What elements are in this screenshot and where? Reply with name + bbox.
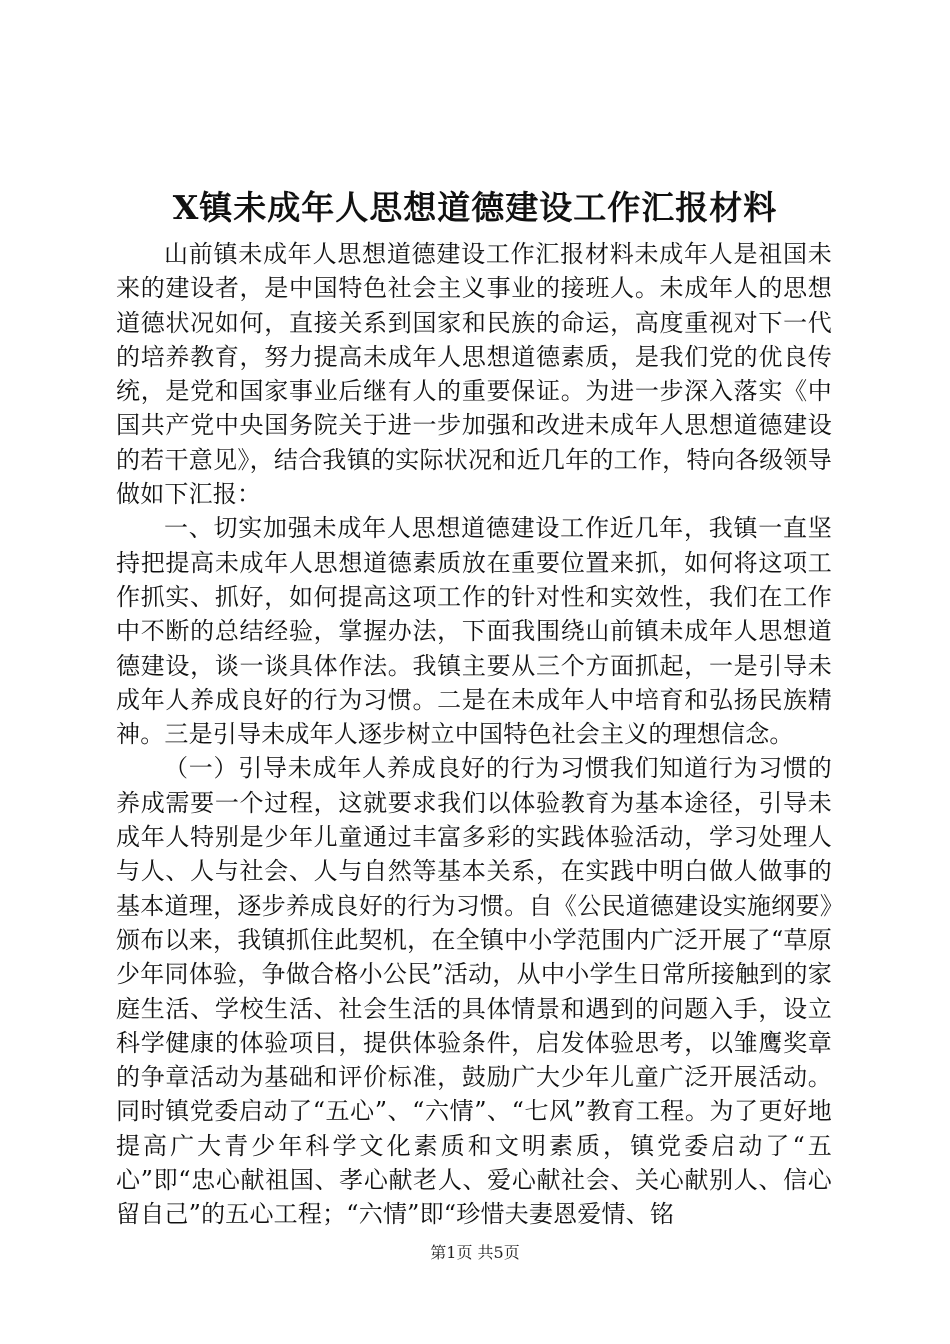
page-footer: 第1页 共5页 (430, 1243, 520, 1262)
document-title: X镇未成年人思想道德建设工作汇报材料 (172, 188, 778, 227)
paragraph-section-one: 一、切实加强未成年人思想道德建设工作近几年，我镇一直坚持把提高未成年人思想道德素质放在重要位置来抓，如何将这项工作抓实、抓好，如何提高这项工作的针对性和实效性，我们在工作中不断的总结经验，掌握办法，下面我围绕山前镇未成年人思想道德建设，谈一谈具体作法。我镇主要从三个方面抓起，一是引导未成年人养成良好的行为习惯。二是在未成年人中培育和弘扬民族精神。三是引导未成年人逐步树立中国特色社会主义的理想信念。 (116, 514, 832, 749)
paragraph-intro: 山前镇未成年人思想道德建设工作汇报材料未成年人是祖国未来的建设者，是中国特色社会主义事业的接班人。未成年人的思想道德状况如何，直接关系到国家和民族的命运，高度重视对下一代的培养教育，努力提高未成年人思想道德素质，是我们党的优良传统，是党和国家事业后继有人的重要保证。为进一步深入落实《中国共产党中央国务院关于进一步加强和改进未成年人思想道德建设的若干意见》，结合我镇的实际状况和近几年的工作，特向各级领导做如下汇报： (116, 240, 832, 509)
document-body (116, 237, 832, 1232)
paragraph-subsection-one: （一）引导未成年人养成良好的行为习惯我们知道行为习惯的养成需要一个过程，这就要求我们以体验教育为基本途径，引导未成年人特别是少年儿童通过丰富多彩的实践体验活动，学习处理人与人、人与社会、人与自然等基本关系，在实践中明白做人做事的基本道理，逐步养成良好的行为习惯。自《公民道德建设实施纲要》颁布以来，我镇抓住此契机，在全镇中小学范围内广泛开展了“草原少年同体验，争做合格小公民”活动，从中小学生日常所接触到的家庭生活、学校生活、社会生活的具体情景和遇到的问题入手，设立科学健康的体验项目，提供体验条件，启发体验思考，以雏鹰奖章的争章活动为基础和评价标准，鼓励广大少年儿童广泛开展活动。同时镇党委启动了“五心”、“六情”、“七风”教育工程。为了更好地提高广大青少年科学文化素质和文明素质，镇党委启动了“五心”即“忠心献祖国、孝心献老人、爱心献社会、关心献别人、信心留自己”的五心工程；“六情”即“珍惜夫妻恩爱情、铭 (116, 754, 832, 1229)
